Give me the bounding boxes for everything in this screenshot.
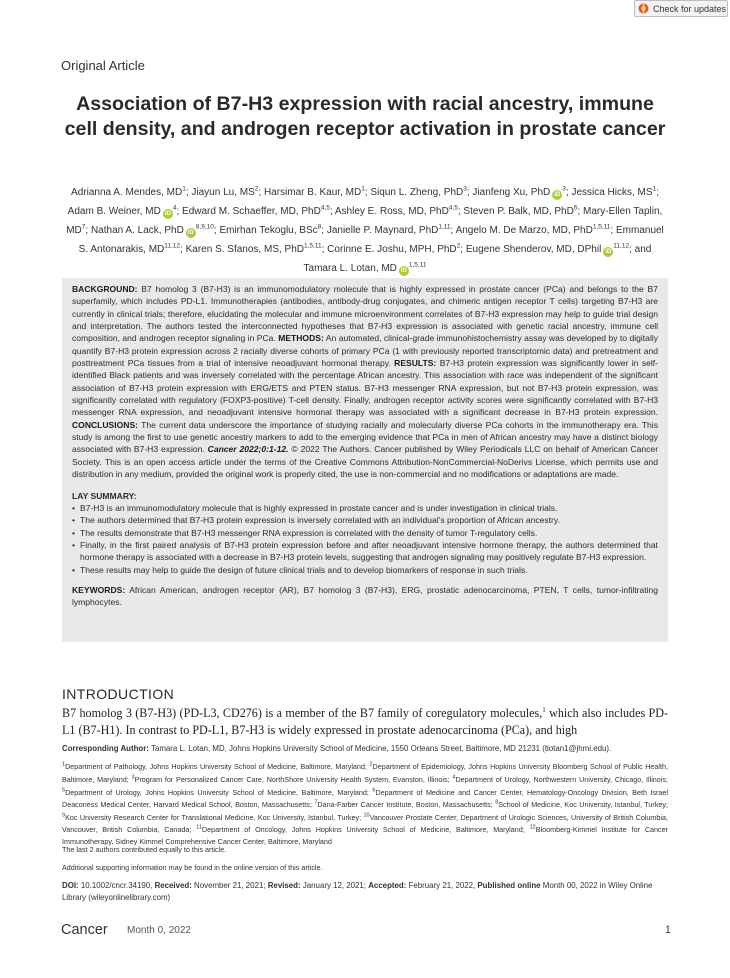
author-name[interactable]: Corinne E. Joshu, MPH, PhD	[327, 243, 457, 255]
author: Edward M. Schaeffer, MD, PhD$^{4,5}$;	[182, 204, 335, 218]
orcid-icon[interactable]: iD	[164, 211, 171, 218]
author: Nathan A. Lack, PhD iD$^{8,9,10}$;	[90, 223, 220, 236]
equal-contribution-note: The last 2 authors contributed equally to this article.	[62, 845, 227, 854]
lay-summary-item: • Finally, in the first paired analysis of B7-H3 protein expression before and after neoadjuvant intensive hormone therapy, the authors determined that hormone therapy is associated with a decrease in B7-H3 protein levels, suggesting that androgen signaling may positively regulate B7-H3 expression.	[72, 539, 658, 564]
corresponding-label: Corresponding Author:	[62, 744, 149, 753]
affiliation: $^6$Department of Medicine and Cancer Center, Hematology-Oncology Division, Beth Israel Deaconess Medical Center, Harvard Medical School, Boston, Massachusetts;	[62, 787, 668, 810]
author: Jiayun Lu, $MS^2$;	[191, 186, 264, 199]
affiliation: $^5$Department of Urology, Johns Hopkins University School of Medicine, Baltimore, Maryland;	[62, 787, 373, 797]
author-affiliation-sup: 3	[463, 186, 467, 193]
author-affiliation-sup: 6	[573, 204, 578, 212]
keywords-text: African American, androgen receptor (AR), B7 homolog 3 (B7-H3), ERG, prostatic adenocarcinoma, PTEN, T cells, tumor-infiltrating lymphocytes.	[72, 584, 659, 608]
author-affiliation-sup: 1	[652, 186, 657, 193]
author-name[interactable]: Harsimar B. Kaur, MD	[263, 187, 362, 199]
author-list	[62, 182, 668, 276]
author-affiliation-sup: 1,11	[438, 223, 451, 231]
author-name[interactable]: Emirhan Tekoglu, BSc	[219, 224, 318, 236]
introduction-heading: INTRODUCTION	[62, 686, 175, 702]
abstract-box	[62, 278, 668, 642]
author-name[interactable]: Steven P. Balk, MD, PhD	[463, 206, 574, 218]
conclusions-text: The current data underscore the importance of studying racially and molecularly diverse PCa cohorts in the immunotherapy era. This study is among the first to use genetic ancestry markers to add to the emerging evidence that PCa in men of African ancestry may have a distinct biology associated with B7-H3 expression.	[72, 419, 658, 455]
keywords-label: KEYWORDS:	[72, 584, 126, 595]
author: Adrianna A. Mendes, $MD^1$;	[71, 186, 192, 199]
author-affiliation-sup: 4,5	[448, 204, 458, 212]
results-label: RESULTS:	[394, 358, 437, 369]
author-name[interactable]: Jianfeng Xu, PhD	[472, 187, 551, 199]
affiliation: $^2$Department of Epidemiology, Johns Hopkins University Bloomberg School of Public Health, Baltimore, Maryland;	[62, 762, 668, 784]
lay-summary-title: LAY SUMMARY:	[72, 490, 137, 501]
journal-name: Cancer	[61, 922, 108, 938]
author-name[interactable]: Ashley E. Ross, MD, PhD	[334, 206, 449, 218]
author-name[interactable]: Siqun L. Zheng, PhD	[370, 187, 464, 199]
author-name[interactable]: Adam B. Weiner, MD	[67, 206, 161, 218]
methods-label: METHODS:	[278, 333, 324, 344]
check-for-updates-label: Check for updates	[653, 3, 727, 14]
author: Siqun L. Zheng, PhD$^3$;	[370, 186, 473, 199]
affiliations	[62, 760, 668, 847]
author-name[interactable]: Emmanuel S. Antonarakis, MD	[78, 224, 664, 255]
author-name[interactable]: Jessica Hicks, MS	[571, 187, 653, 199]
affiliation: $^7$Dana-Farber Cancer Institute, Boston, Massachusetts;	[314, 799, 496, 810]
issue-date: Month 0, 2022	[127, 925, 191, 936]
affiliation: $^{12}$Bloomberg-Kimmel Institute for Cancer Immunotherapy, Sidney Kimmel Comprehensive Cancer Center, Baltimore, Maryland	[62, 824, 668, 846]
crossmark-icon	[638, 3, 649, 14]
author-affiliation-sup: 2	[456, 242, 461, 250]
orcid-icon[interactable]: iD	[605, 248, 612, 255]
lay-summary-item: • B7-H3 is an immunomodulatory molecule that is highly expressed in prostate cancer and is under investigation in clinical trials.	[72, 502, 658, 514]
author	[304, 263, 427, 274]
author: Eugene Shenderov, MD, DPhil iD$^{11,12}$; and	[465, 242, 652, 255]
author-affiliation-sup: 7	[81, 223, 86, 231]
background-text: B7 homolog 3 (B7-H3) is an immunomodulatory molecule that is highly expressed in prostate cancer (PCa) and belongs to the B7 superfamily, which includes PD-L1. Immunotherapies (antibodies, antibody-drug conjugates, and chimeric antigen receptor T cells) targeting B7-H3 are currently in clinical trials; therefore, elucidating the molecular and immune microenvironment correlates of B7-H3 expression may help to guide trial design and interpretation. The authors tested the interconnected hypotheses that B7-H3 expression is associated with genetic racial ancestry, immune cell composition, and androgen receptor signaling in PCa.	[72, 284, 659, 344]
keywords	[72, 584, 658, 609]
author-affiliation-sup: 4	[172, 204, 177, 212]
lay-summary-item: • These results may help to guide the design of future clinical trials and to develop biomarkers of response in such trials.	[72, 564, 658, 576]
corresponding-author	[62, 744, 668, 753]
abstract-text	[72, 283, 658, 481]
author-affiliation-sup: 8,9,10	[195, 223, 214, 231]
author-affiliation-sup: 1	[361, 186, 365, 193]
affiliation: $^9$Koc University Research Center for Translational Medicine, Koc University, Istanbul, Turkey;	[62, 812, 364, 822]
author-name[interactable]: Karen S. Sfanos, MS, PhD	[185, 243, 304, 255]
author: Jessica Hicks, $MS^1$;	[571, 186, 659, 199]
author: Janielle P. Maynard, PhD$^{1,11}$;	[326, 223, 456, 236]
affiliation: $^{11}$Department of Oncology, Johns Hopkins University School of Medicine, Baltimore, Maryland;	[196, 824, 530, 835]
affiliation: $^3$Program for Personalized Cancer Care, NorthShore University Health System, Evanston, Illinois;	[131, 774, 453, 784]
author-affiliation-sup: 1,5,11	[408, 261, 427, 269]
author-affiliation-sup: 11,12	[613, 242, 630, 250]
doi-link[interactable]: 10.1002/cncr.34190,	[78, 881, 155, 890]
reference-link[interactable]: 1	[542, 706, 546, 714]
author-name[interactable]: Eugene Shenderov, MD, DPhil	[465, 243, 602, 255]
author-affiliation-sup: 1,5,11	[592, 223, 611, 231]
article-type: Original Article	[61, 58, 145, 73]
page-number: 1	[664, 924, 671, 936]
author-affiliation-sup: 1,5,11	[304, 242, 322, 250]
background-label: BACKGROUND:	[72, 284, 138, 294]
affiliation: $^8$School of Medicine, Koc University, Istanbul, Turkey;	[495, 799, 669, 810]
author-affiliation-sup: 1	[182, 186, 186, 193]
author-affiliation-sup: 4,5	[320, 204, 330, 212]
author: Steven P. Balk, MD, PhD$^6$;	[463, 204, 584, 218]
author-name[interactable]: Janielle P. Maynard, PhD	[326, 224, 439, 236]
article-title: Association of B7-H3 expression with racial ancestry, immune cell density, and androgen receptor activation in prostate cancer	[64, 93, 666, 140]
author-affiliation-sup: 8	[317, 223, 322, 231]
author-affiliation-sup: 3	[562, 186, 566, 193]
affiliation: $^{10}$Vancouver Prostate Center, Department of Urologic Sciences, University of British Columbia, Vancouver, British Columbia, Canada;	[62, 812, 668, 835]
corresponding-text: Tamara L. Lotan, MD, Johns Hopkins University School of Medicine, 1550 Orleans Street, Baltimore, MD 21231 (tlotan1@jhmi.edu).	[151, 744, 612, 753]
lay-summary-item: • The results demonstrate that B7-H3 messenger RNA expression is correlated with the density of tumor T-regulatory cells.	[72, 527, 658, 539]
author: Angelo M. De Marzo, MD, PhD$^{1,5,11}$;	[455, 223, 616, 236]
author: Corinne E. Joshu, MPH, PhD$^2$;	[327, 242, 466, 255]
author-name[interactable]: Mary-Ellen Taplin, MD	[66, 206, 663, 236]
author-name[interactable]: Tamara L. Lotan, MD	[303, 262, 397, 274]
author: Emmanuel S. Antonarakis, MD$^{11,12}$;	[78, 224, 664, 255]
license-text: © 2022 The Authors. Cancer published by Wiley Periodicals LLC on behalf of American Cancer Society. This is an open access article under the terms of the Creative Commons Attribution-NonCommercial-NoDerivs License, which permits use and distribution in any medium, provided the original work is properly cited, the use is non-commercial and no modifications or adaptations are made.	[72, 444, 659, 480]
lay-summary-list	[72, 502, 658, 576]
author: Adam B. Weiner, MD $iD^4$;	[67, 204, 183, 218]
author-name[interactable]: Angelo M. De Marzo, MD, PhD	[455, 224, 593, 236]
author-name[interactable]: Nathan A. Lack, PhD	[90, 224, 184, 236]
author: Jianfeng Xu, PhD $iD^3$;	[472, 186, 572, 199]
author: Mary-Ellen Taplin, $MD^7$;	[66, 206, 663, 236]
results-text: B7-H3 protein expression was significantly lower in self-identified Black patients and was inversely correlated with the percentage African ancestry. This association with race was independent of the significant association of B7-H3 protein expression with ERG/ETS and PTEN status. B7-H3 messenger RNA expression, but not B7-H3 protein expression, was significantly correlated with regulatory (FOXP3-positive) T-cell density. Finally, androgen receptor activity scores were significantly correlated with B7-H3 messenger RNA expression, and neoadjuvant intensive hormonal therapy was associated with a significant decrease in B7-H3 protein expression.	[72, 358, 659, 418]
orcid-icon[interactable]: iD	[187, 229, 194, 236]
citation: Cancer 2022;0:1-12.	[207, 444, 289, 455]
author-affiliation-sup: 2	[254, 186, 259, 193]
methods-text: An automated, clinical-grade immunohistochemistry assay was developed by to digitally quantify B7-H3 protein expression across 2 racially diverse cohorts of primary PCa (1 with previously reported transcriptomic data) and pretreatment and posttreatment PCa tissues from a trial of intensive neoadjuvant hormonal therapy.	[72, 333, 659, 369]
author: Harsimar B. Kaur, $MD^1$;	[263, 186, 371, 199]
check-for-updates-button[interactable]	[634, 0, 728, 17]
lay-summary-item: • The authors determined that B7-H3 protein expression is inversely correlated with an individual's proportion of African ancestry.	[72, 514, 658, 526]
author: Ashley E. Ross, MD, PhD$^{4,5}$;	[334, 204, 464, 218]
author-name[interactable]: Jiayun Lu, MS	[191, 187, 255, 199]
publication-dates: DOI: 10.1002/cncr.34190, Received: November 21, 2021; Revised: January 12, 2021; Accepted: February 21, 2022, Published online Month 00, 2022 in Wiley Online Library (wileyonlinelibrary.com)	[62, 881, 653, 902]
author-name[interactable]: Edward M. Schaeffer, MD, PhD	[182, 206, 321, 218]
supporting-info-note: Additional supporting information may be found in the online version of this article.	[62, 863, 323, 872]
orcid-icon[interactable]: iD	[554, 192, 561, 199]
author-affiliation-sup: 11,12	[164, 242, 181, 250]
introduction-text: B7 homolog 3 (B7-H3) (PD-L3, CD276) is a member of the B7 family of coregulatory molecules,$^1$ which also includes PD-L1 (B7-H1). In contrast to PD-L1, B7-H3 is widely expressed in prostate adenocarcinoma (PCa), and high	[62, 706, 668, 738]
affiliation: $^4$Department of Urology, Northwestern University, Chicago, Illinois;	[452, 774, 668, 784]
affiliation: $^1$Department of Pathology, Johns Hopkins University School of Medicine, Baltimore, Maryland;	[62, 762, 370, 772]
author: Emirhan Tekoglu, BSc$^8$;	[219, 223, 327, 236]
page-footer	[61, 922, 671, 940]
author: Karen S. Sfanos, MS, PhD$^{1,5,11}$;	[185, 242, 328, 255]
orcid-icon[interactable]: iD	[400, 267, 407, 274]
author-name[interactable]: Adrianna A. Mendes, MD	[71, 187, 183, 199]
conclusions-label: CONCLUSIONS:	[72, 419, 139, 430]
